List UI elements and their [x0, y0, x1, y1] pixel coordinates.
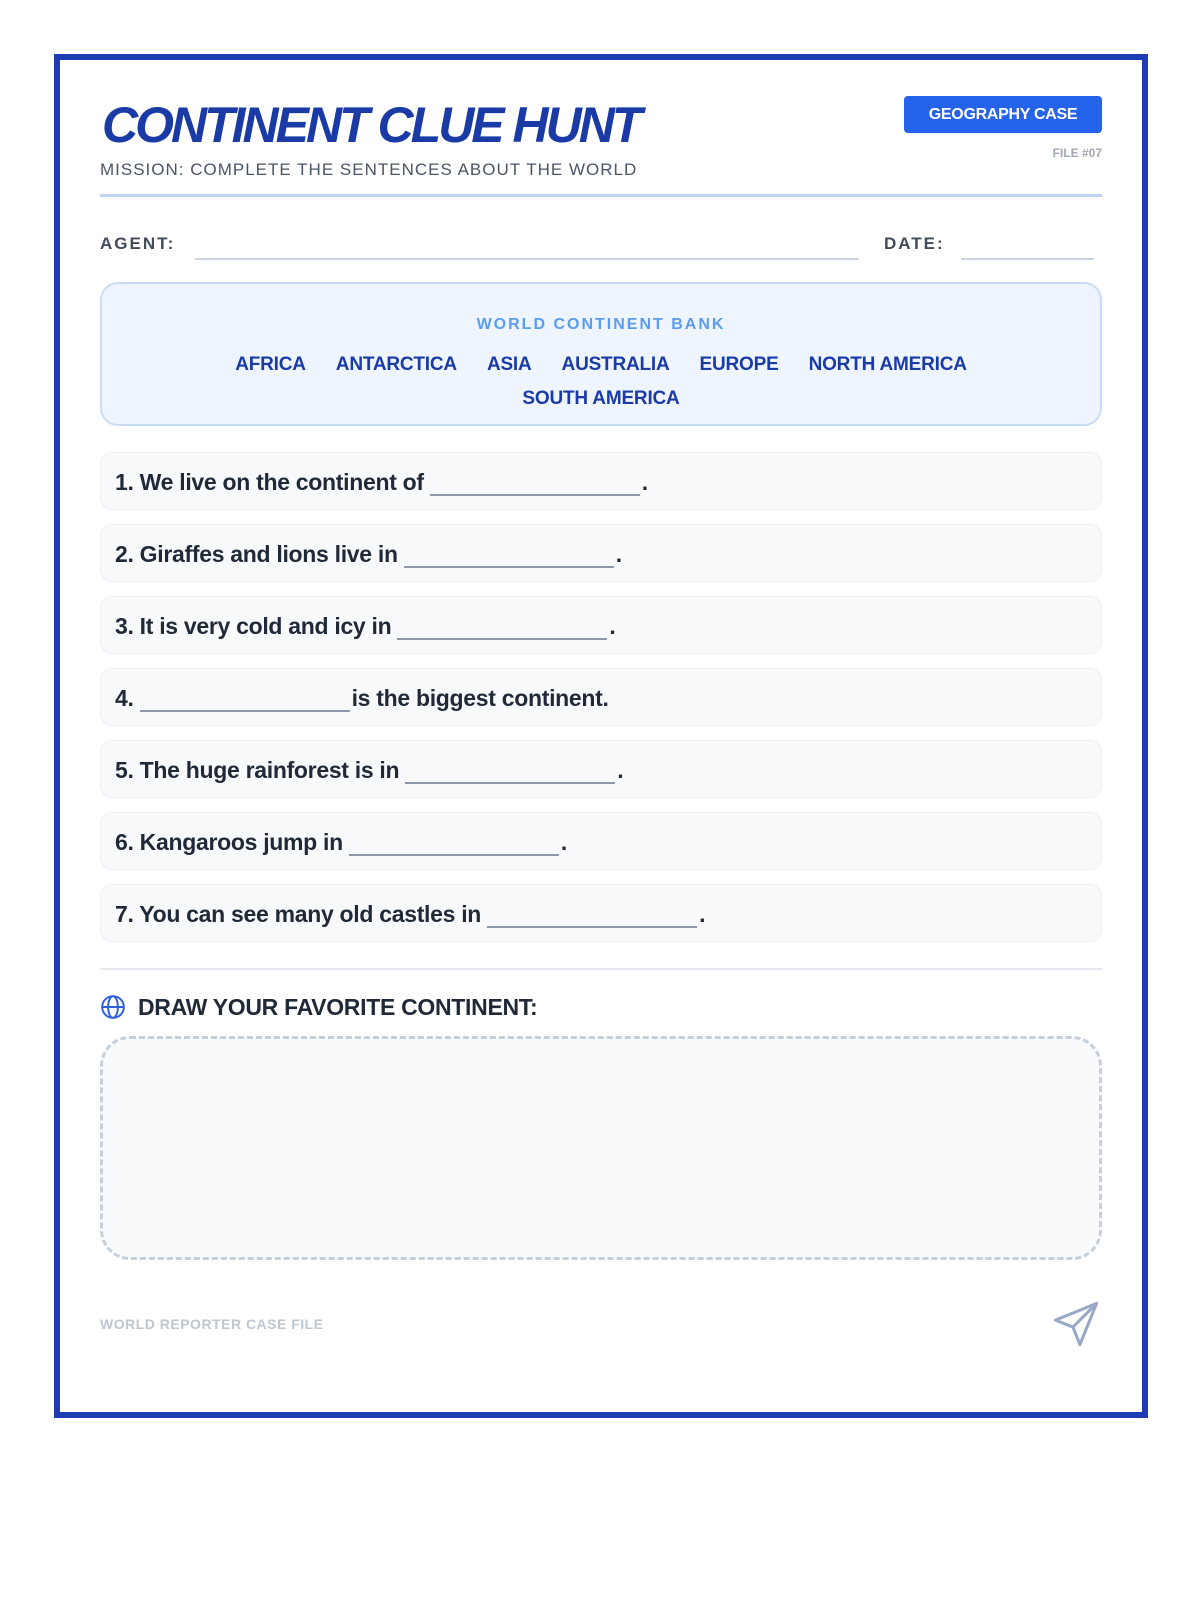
question-ending: .: [560, 829, 567, 855]
question-prompt: 2. Giraffes and lions live in: [115, 541, 398, 567]
drawing-area[interactable]: [100, 1036, 1102, 1260]
question-prompt: 7. You can see many old castles in: [115, 901, 482, 927]
question-ending: .: [609, 613, 616, 639]
question-text: [115, 901, 705, 928]
worksheet-content: [100, 60, 1102, 1412]
word-bank-item: AUSTRALIA: [561, 354, 670, 375]
question-row: [100, 596, 1102, 654]
answer-blank[interactable]: [397, 616, 607, 640]
answer-blank[interactable]: [405, 760, 615, 784]
footer-text: WORLD REPORTER CASE FILE: [100, 1316, 324, 1332]
agent-date-row: [100, 226, 1102, 266]
answer-blank[interactable]: [140, 688, 350, 712]
word-bank-item: ANTARCTICA: [335, 354, 457, 375]
question-text: [115, 541, 622, 568]
date-field[interactable]: [961, 258, 1094, 260]
page-title: CONTINENT CLUE HUNT: [102, 97, 640, 153]
date-label: DATE:: [884, 234, 945, 253]
answer-blank[interactable]: [430, 472, 640, 496]
word-bank-item: SOUTH AMERICA: [522, 388, 680, 409]
question-ending: is the biggest continent.: [351, 685, 609, 711]
answer-blank[interactable]: [404, 544, 614, 568]
question-row: [100, 884, 1102, 942]
geography-case-badge: GEOGRAPHY CASE: [904, 96, 1102, 133]
word-bank-list: [192, 348, 1010, 416]
question-text: [115, 757, 623, 784]
word-bank-item: ASIA: [486, 354, 532, 375]
question-ending: .: [617, 757, 624, 783]
file-number: FILE #07: [1052, 146, 1102, 160]
question-prompt: 4.: [115, 685, 134, 711]
question-text: [115, 613, 615, 640]
agent-field[interactable]: [195, 258, 859, 260]
word-bank-item: NORTH AMERICA: [808, 354, 967, 375]
question-ending: .: [615, 541, 622, 567]
answer-blank[interactable]: [349, 832, 559, 856]
header: [100, 90, 1102, 197]
question-row: [100, 668, 1102, 726]
question-row: [100, 740, 1102, 798]
agent-label: AGENT:: [100, 234, 176, 253]
question-prompt: 5. The huge rainforest is in: [115, 757, 400, 783]
question-prompt: 3. It is very cold and icy in: [115, 613, 392, 639]
question-ending: .: [699, 901, 706, 927]
question-row: [100, 452, 1102, 510]
question-row: [100, 524, 1102, 582]
section-divider: [100, 968, 1102, 970]
question-ending: .: [641, 469, 648, 495]
question-text: [115, 829, 567, 856]
question-prompt: 6. Kangaroos jump in: [115, 829, 343, 855]
question-text: [115, 685, 609, 712]
question-row: [100, 812, 1102, 870]
paper-plane-icon: [1050, 1298, 1102, 1350]
worksheet: [54, 54, 1148, 1418]
question-prompt: 1. We live on the continent of: [115, 469, 424, 495]
word-bank-item: EUROPE: [699, 354, 779, 375]
question-text: [115, 469, 648, 496]
word-bank: [100, 282, 1102, 426]
mission-subtitle: MISSION: COMPLETE THE SENTENCES ABOUT THE WORLD: [100, 160, 638, 179]
globe-icon: [100, 994, 126, 1020]
word-bank-title: WORLD CONTINENT BANK: [476, 316, 726, 333]
word-bank-item: AFRICA: [235, 354, 306, 375]
drawing-title: DRAW YOUR FAVORITE CONTINENT:: [138, 994, 538, 1020]
answer-blank[interactable]: [487, 904, 697, 928]
